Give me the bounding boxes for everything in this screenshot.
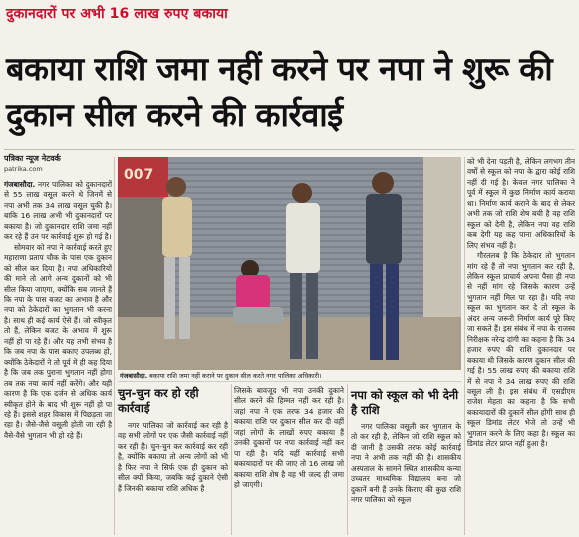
subhead-school-payment: नपा को स्कूल को भी देनी है राशि — [351, 388, 459, 417]
byline: पत्रिका न्यूज नेटवर्क — [4, 154, 61, 163]
article-column-3 — [234, 386, 344, 535]
column-divider — [464, 157, 465, 535]
article-paragraph: जिसके बावजूद भी नपा उनकी दुकाने सील करने की हिम्मत नहीं कर रही है। जहां नपा ने एक तरफ 34 हजार की बकाया राशि पर दुकान सील कर दी वहीं जहां लोगों के लाखों रुपए बकाया हैं उनकी दुकानों पर नपा कार्रवाई नहीं कर पा रही है। यदि यहीं कार्रवाई सभी बकायादारों पर की जाए तो 16 लाख जो बकाया राशि शेष है वह भी जल्द ही जमा हो जाएगी। — [234, 386, 344, 490]
article-paragraph: नगर पालिका वसूली कर भुगतान के तो कर रही है, लेकिन जो राशि स्कूल को दी जानी है उसकी तरफ कोई कार्रवाई नपा ने अभी तक नहीं की है। शासकीय अस्पताल के सामने स्थित शासकीय कन्या उच्चतर माध्यमिक विद्यालय बना जो दुकानें बनी हैं उनके किराए की कुछ राशि नगर पालिका को स्कूल — [351, 422, 461, 505]
site-url: patrika.com — [4, 165, 43, 173]
article-paragraph: को भी देना पड़ती है, लेकिन लगभग तीन वर्षों से स्कूल को नपा के द्वारा कोई राशि नहीं दी गई है। केवल नगर पालिका ने पूर्व में स्कूल में कुछ निर्माण कार्य कराया था। निर्माण कार्य कराने के बाद से लेकर अभी तक जो राशि शेष बची है वह राशि स्कूल को देनी है, लेकिन नपा वह राशि कब देगी यह कह पाना अधिकारियों के लिए संभव नहीं है। — [467, 157, 575, 250]
column-divider — [231, 384, 232, 535]
caption-text: बकाया राशि जमा नहीं कराने पर दुकान सील करते नगर पालिका अधिकारी। — [147, 372, 322, 380]
caption-place: गंजबासौदा. — [120, 372, 148, 380]
divider — [4, 149, 575, 150]
article-column-2 — [118, 421, 228, 535]
article-paragraph: नगर पालिका जो कार्रवाई कर रही है वह सभी लोगों पर एक जैसी कार्रवाई नहीं कर रही है। चुन-चुन कर कार्रवाई कर रही है, क्योंकि बकाया तो अन्य लोगों को भी है फिर नपा ने सिर्फ एक ही दुकान को सील क्यों किया, जबकि कई दुकाने ऐसी हैं जिनकी बकाया राशि अधिक है — [118, 421, 228, 493]
article-photo — [118, 157, 461, 370]
section-kicker: दुकानदारों पर अभी 16 लाख रुपए बकाया — [6, 6, 228, 22]
subhead-chun-chun: चुन-चुन कर हो रही कार्रवाई — [118, 386, 199, 415]
shop-sealing-photo — [118, 157, 461, 370]
article-paragraph: गौरतलब है कि ठेकेदार तो भुगतान मांग रहे हैं तो नपा भुगतान कर रही है, लेकिन स्कूल प्राचार्य अपना पैसा ही नपा से नहीं मांग रहे जिसके कारण उन्हें भुगतान नहीं मिल पा रहा है। यदि नपा स्कूल का भुगतान कर दे तो स्कूल के अंदर अन्य जरूरी निर्माण कार्य पूरे किए जा सकते हैं। इस संबंध में नपा के राजस्व निरीक्षक नरेन्द्र दांगी का कहना है कि 34 हजार रुपए की राशि दुकानदार पर बकाया थी जिसके कारण दुकान सील की गई है। 55 लाख रुपए की बकाया राशि में से नपा ने 34 लाख रुपए की राशि वसूल ली है। इस संबंध में एसडीएम राजेश मेहता का कहना है कि सभी बकायादारों की दुकानें सील होंगी साथ ही स्कूल डिमांड लेटर भेजे तो उन्हें भी भुगतान करने के लिए कहा है। स्कूल का डिमांड लेटर प्राप्त नहीं हुआ है। — [467, 251, 575, 449]
article-paragraph: नगर पालिका को दुकानदारों से 55 लाख वसूल करने थे जिनमें से नपा अभी तक 34 लाख वसूल चुकी है। बाकि 16 लाख अभी भी दुकानदारों पर बकाया है। जो दुकानदार राशि जमा नहीं कर रहे हैं उन पर कार्रवाई शुरू हो गई है। — [4, 180, 112, 242]
article-paragraph: सोमवार को नपा ने कार्रवाई करते हुए महाराणा प्रताप चौक के पास एक दुकान को सील कर दिया है। नपा अधिकारियों की माने तो आगे अन्य दुकानों को भी सील किया जाएगा, क्योंकि सब जानते हैं कि नपा के पास बजट का अभाव है और नपा को ठेकेदारों का भुगतान भी करना है। साथ ही कई कार्य ऐसे हैं। जो स्वीकृत तो हैं, लेकिन बजट के अभाव में शुरू नहीं हो पा रहे हैं। और यह तभी संभव है कि जब नपा के पास बकाए उपलब्ध हो, क्योंकि ठेकेदारों ने तो पूर्व में ही कह दिया है कि जब तक पुराना भुगतान नहीं होगा तब तक नया कार्य नहीं करेंगे। और यही कारण है कि एक दर्जन से अधिक कार्य स्वीकृत होने के बाद भी शुरू नहीं हो पा रहे हैं। इससे शहर विकास में पिछड़ता जा रहा है। जैसे-जैसे वसूली होती जा रही है वैसे-वैसे भुगतान भी हो रहे हैं। — [4, 242, 112, 440]
article-column-5 — [467, 157, 575, 535]
column-divider — [347, 384, 348, 535]
article-column-4 — [351, 422, 461, 535]
dateline: गंजबासौदा. — [4, 180, 36, 189]
photo-caption — [118, 371, 461, 382]
column-divider — [114, 157, 115, 535]
headline: बकाया राशि जमा नहीं करने पर नपा ने शुरू की दुकान सील करने की कार्रवाई — [6, 50, 553, 134]
svg-text:007: 007 — [124, 167, 154, 183]
article-column-1 — [4, 180, 112, 534]
